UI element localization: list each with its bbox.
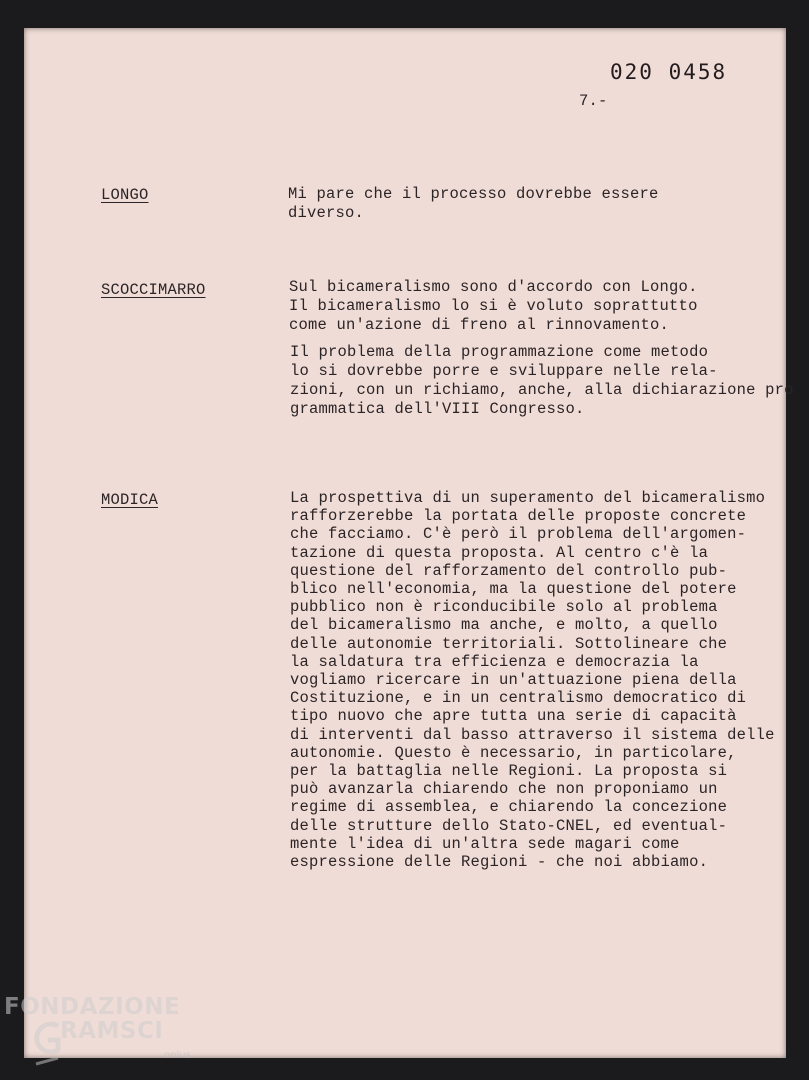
text-line: la saldatura tra efficienza e democrazia la — [290, 652, 699, 671]
gramsci-g-logo-icon — [32, 1018, 62, 1068]
paragraph-scoccimarro-2 — [290, 343, 794, 419]
text-line: delle autonomie territoriali. Sottolineare che — [290, 634, 728, 653]
text-line: come un'azione di freno al rinnovamento. — [289, 316, 670, 334]
text-line: tazione di questa proposta. Al centro c'è la — [290, 543, 709, 562]
text-line: di interventi dal basso attraverso il sistema delle — [290, 725, 775, 744]
text-line: può avanzarla chiarendo che non proponiamo un — [290, 780, 718, 799]
text-line: autonomie. Questo è necessario, in particolare, — [290, 743, 737, 762]
text-line: Costituzione, e in un centralismo democratico di — [290, 689, 747, 708]
speaker-longo: LONGO — [101, 186, 149, 204]
text-line: rafforzerebbe la portata delle proposte concrete — [290, 507, 747, 526]
text-line: Mi pare che il processo dovrebbe essere — [288, 185, 659, 203]
text-line: blico nell'economia, ma la questione del potere — [290, 580, 737, 599]
speaker-modica: MODICA — [101, 491, 159, 509]
watermark-line1: FONDAZIONE — [4, 994, 181, 1020]
text-line: tipo nuovo che apre tutta una serie di capacità — [290, 707, 737, 726]
paragraph-longo-1 — [288, 185, 659, 223]
text-line: zioni, con un richiamo, anche, alla dichiarazione pro — [290, 381, 794, 399]
text-line: Il problema della programmazione come metodo — [290, 343, 709, 361]
text-line: questione del rafforzamento del controllo pub- — [290, 561, 728, 580]
text-line: Sul bicameralismo sono d'accordo con Longo. — [289, 278, 698, 296]
text-line: per la battaglia nelle Regioni. La proposta si — [290, 762, 728, 781]
text-line: del bicameralismo ma anche, e molto, a quello — [290, 616, 718, 635]
speaker-scoccimarro: SCOCCIMARRO — [101, 281, 206, 299]
text-line: diverso. — [288, 204, 365, 222]
page-number: 7.- — [579, 92, 608, 110]
text-line: regime di assemblea, e chiarendo la concezione — [290, 798, 728, 817]
archive-number: 020 0458 — [610, 60, 728, 84]
watermark-suffix: onlus — [164, 1050, 191, 1061]
text-line: che facciamo. C'è però il problema dell'argomen- — [290, 525, 747, 544]
watermark-line2: RAMSCI — [60, 1018, 164, 1044]
text-line: Il bicameralismo lo si è voluto soprattutto — [289, 297, 698, 315]
fondazione-gramsci-watermark — [4, 994, 204, 1074]
text-line: vogliamo ricercare in un'attuazione piena della — [290, 671, 737, 690]
paragraph-modica-1 — [290, 489, 775, 871]
text-line: pubblico non è riconducibile solo al problema — [290, 598, 718, 617]
text-line: delle strutture dello Stato-CNEL, ed eventual- — [290, 816, 728, 835]
text-line: grammatica dell'VIII Congresso. — [290, 400, 585, 418]
text-line: lo si dovrebbe porre e sviluppare nelle rela- — [290, 362, 718, 380]
text-line: mente l'idea di un'altra sede magari come — [290, 834, 680, 853]
text-line: La prospettiva di un superamento del bicameralismo — [290, 489, 766, 507]
text-line: espressione delle Regioni - che noi abbiamo. — [290, 853, 709, 872]
paragraph-scoccimarro-1 — [289, 278, 698, 335]
